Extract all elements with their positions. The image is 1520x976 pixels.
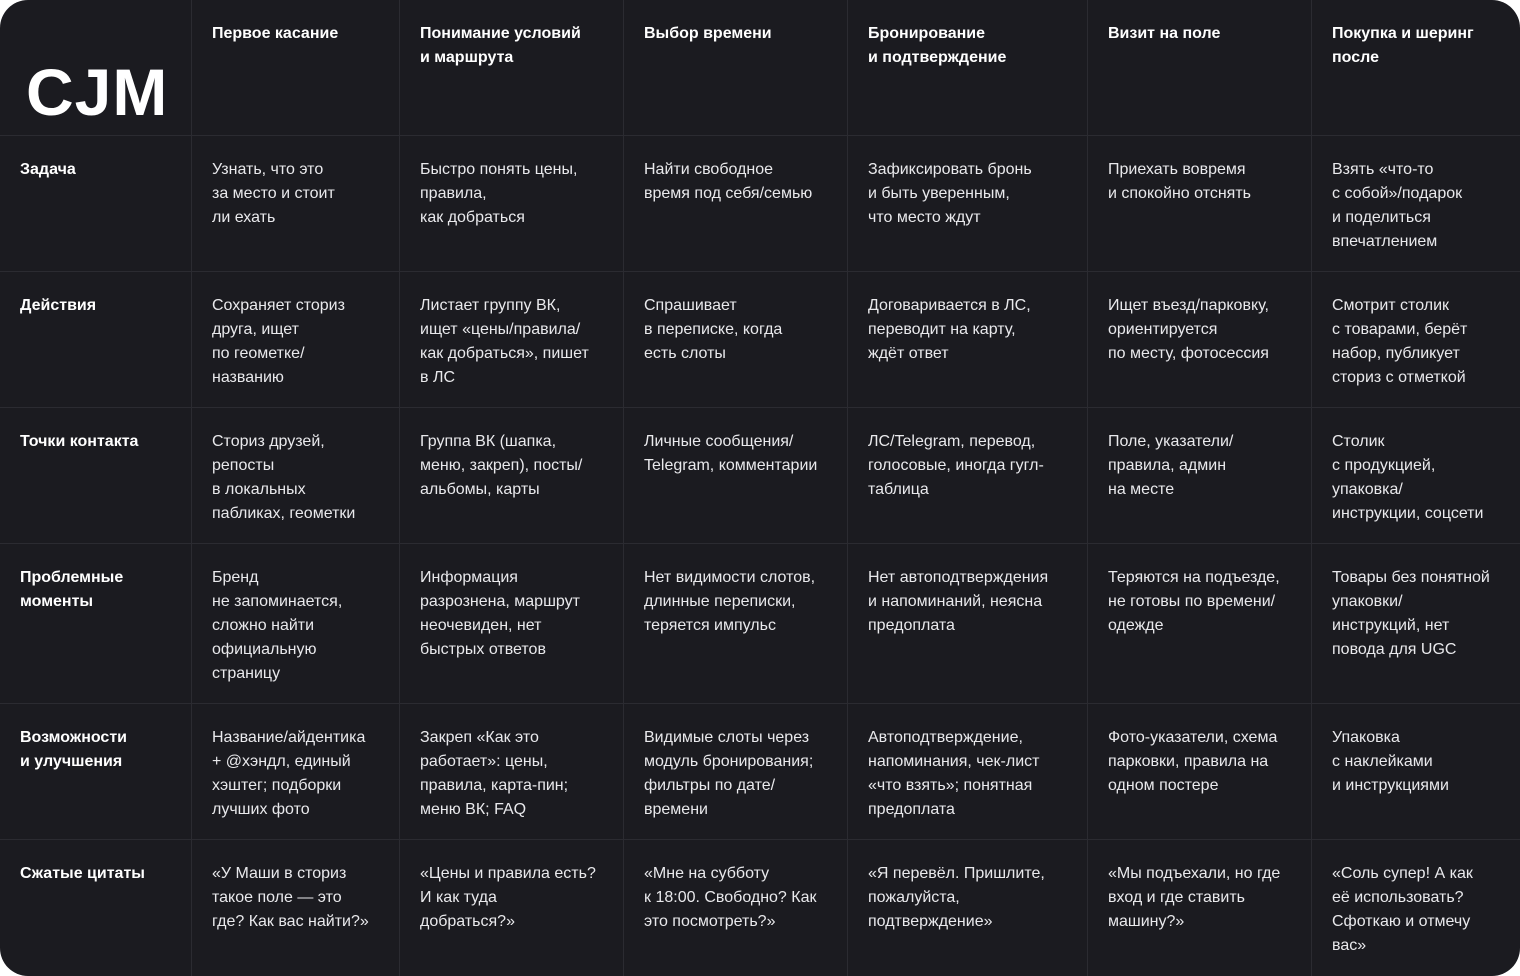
row-label-task: Задача — [0, 136, 192, 272]
cell-quotes-purchase-sharing: «Соль супер! А как её использовать? Сфоткаю и отмечу вас» — [1332, 865, 1473, 954]
cell-actions-understanding: Листает группу ВК, ищет «цены/правила/ как добраться», пишет в ЛС — [400, 272, 624, 408]
cjm-logo: CJM — [26, 55, 169, 129]
cell-pain-points-time-choice: Нет видимости слотов, длинные переписки, теряется импульс — [624, 544, 848, 704]
cell-quotes-first-touch: «У Маши в сториз такое поле — это где? Как вас найти?» — [192, 840, 400, 976]
cell-quotes-understanding: «Цены и правила есть? И как туда добраться?» — [400, 840, 624, 976]
cell-task-first-touch: Узнать, что это за место и стоит ли ехать — [192, 136, 400, 272]
cell-actions-booking: Договаривается в ЛС, переводит на карту, ждёт ответ — [848, 272, 1088, 408]
stage-header-booking: Бронирование и подтверждение — [848, 0, 1088, 136]
stage-header-time-choice: Выбор времени — [624, 0, 848, 136]
cell-task-booking: Зафиксировать бронь и быть уверенным, что место ждут — [848, 136, 1088, 272]
cell-touchpoints-purchase-sharing: Столик с продукцией, упаковка/ инструкции, соцсети — [1312, 408, 1520, 544]
row-label-opportunities: Возможности и улучшения — [0, 704, 192, 840]
cell-opportunities-visit: Фото-указатели, схема парковки, правила на одном постере — [1088, 704, 1312, 840]
cell-quotes-time-choice: «Мне на субботу к 18:00. Свободно? Как это посмотреть?» — [624, 840, 848, 976]
logo-cell — [0, 0, 192, 136]
cell-pain-points-visit: Теряются на подъезде, не готовы по времени/ одежде — [1088, 544, 1312, 704]
cell-pain-points-understanding: Информация разрознена, маршрут неочевиден, нет быстрых ответов — [400, 544, 624, 704]
cell-actions-time-choice: Спрашивает в переписке, когда есть слоты — [624, 272, 848, 408]
row-label-pain-points: Проблемные моменты — [0, 544, 192, 704]
cell-opportunities-understanding: Закреп «Как это работает»: цены, правила, карта-пин; меню ВК; FAQ — [400, 704, 624, 840]
row-label-quotes: Сжатые цитаты — [0, 840, 192, 976]
cell-pain-points-booking: Нет автоподтверждения и напоминаний, неясна предоплата — [848, 544, 1088, 704]
row-label-actions: Действия — [0, 272, 192, 408]
cell-task-purchase-sharing: Взять «что-то с собой»/подарок и поделиться впечатлением — [1312, 136, 1520, 272]
cell-pain-points-purchase-sharing: Товары без понятной упаковки/ инструкций, нет повода для UGC — [1312, 544, 1520, 704]
stage-header-understanding: Понимание условий и маршрута — [400, 0, 624, 136]
cell-touchpoints-first-touch: Сториз друзей, репосты в локальных пабликах, геометки — [192, 408, 400, 544]
cell-quotes-booking: «Я перевёл. Пришлите, пожалуйста, подтверждение» — [848, 840, 1088, 976]
cell-opportunities-time-choice: Видимые слоты через модуль бронирования; фильтры по дате/ времени — [624, 704, 848, 840]
stage-header-first-touch: Первое касание — [192, 0, 400, 136]
stage-header-purchase-sharing: Покупка и шеринг после — [1312, 0, 1520, 136]
stage-header-visit: Визит на поле — [1088, 0, 1312, 136]
cell-touchpoints-understanding: Группа ВК (шапка, меню, закреп), посты/ альбомы, карты — [400, 408, 624, 544]
cell-task-visit: Приехать вовремя и спокойно отснять — [1088, 136, 1312, 272]
row-label-touchpoints: Точки контакта — [0, 408, 192, 544]
cell-task-time-choice: Найти свободное время под себя/семью — [624, 136, 848, 272]
cell-opportunities-purchase-sharing: Упаковка с наклейками и инструкциями — [1312, 704, 1520, 840]
cell-actions-visit: Ищет въезд/парковку, ориентируется по месту, фотосессия — [1088, 272, 1312, 408]
cell-opportunities-first-touch: Название/айдентика + @хэндл, единый хэштег; подборки лучших фото — [192, 704, 400, 840]
cell-pain-points-first-touch: Бренд не запоминается, сложно найти официальную страницу — [192, 544, 400, 704]
cell-touchpoints-visit: Поле, указатели/ правила, админ на месте — [1088, 408, 1312, 544]
cell-quotes-visit: «Мы подъехали, но где вход и где ставить машину?» — [1088, 840, 1312, 976]
cell-actions-purchase-sharing: Смотрит столик с товарами, берёт набор, публикует сториз с отметкой — [1312, 272, 1520, 408]
cell-touchpoints-time-choice: Личные сообщения/ Telegram, комментарии — [624, 408, 848, 544]
cell-task-understanding: Быстро понять цены, правила, как добраться — [400, 136, 624, 272]
cell-actions-first-touch: Сохраняет сториз друга, ищет по геометке/ названию — [192, 272, 400, 408]
cell-opportunities-booking: Автоподтверждение, напоминания, чек-лист «что взять»; понятная предоплата — [848, 704, 1088, 840]
cell-touchpoints-booking: ЛС/Telegram, перевод, голосовые, иногда гугл- таблица — [848, 408, 1088, 544]
